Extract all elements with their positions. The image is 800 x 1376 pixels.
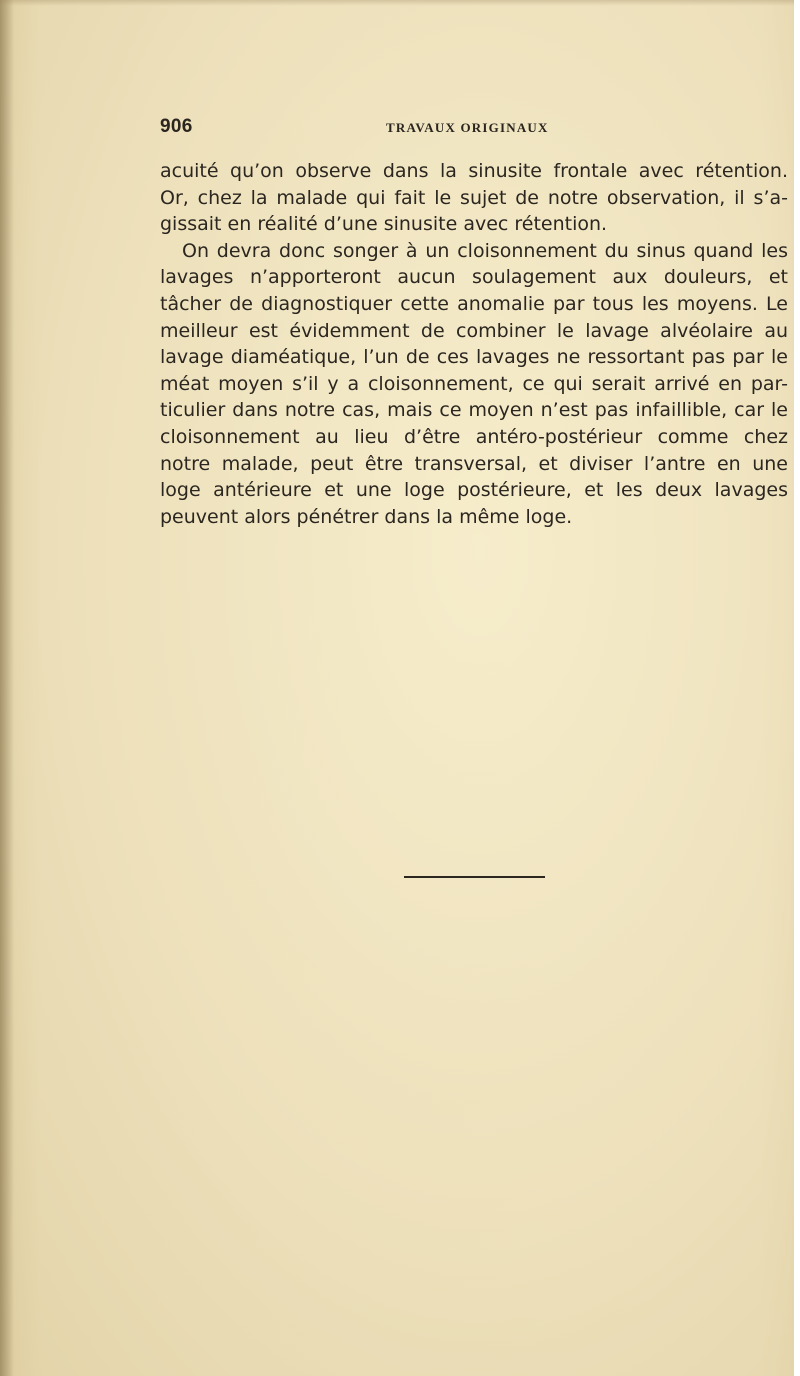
binding-shadow [0,0,14,1376]
text-line: notre malade, peut être transversal, et diviser l’antre en une [160,452,788,475]
page-right-margin [794,0,800,1376]
text-line: tâcher de diagnostiquer cette anomalie par tous les moyens. Le [160,292,788,315]
text-line: loge antérieure et une loge postérieure, et les deux lavages [160,479,788,502]
text-line: méat moyen s’il y a cloisonnement, ce qui serait arrivé en par- [160,372,788,395]
section-separator-rule [404,876,545,878]
page-number: 906 [160,116,193,137]
page-header [160,116,788,146]
text-line: ticulier dans notre cas, mais ce moyen n’est pas infaillible, car le [160,399,788,422]
text-line: Or, chez la malade qui fait le sujet de notre observation, il s’a- [160,186,788,209]
text-line: gissait en réalité d’une sinusite avec rétention. [160,213,608,236]
body-text [160,158,788,530]
page-top-edge [0,0,800,6]
text-line: meilleur est évidemment de combiner le lavage alvéolaire au [160,319,788,342]
text-line: cloisonnement au lieu d’être antéro-postérieur comme chez [160,425,788,448]
running-head: TRAVAUX ORIGINAUX [386,120,549,135]
text-line: peuvent alors pénétrer dans la même loge. [160,505,573,528]
paragraph-first-line: On devra donc songer à un cloisonnement du sinus quand les [182,239,788,262]
text-line: lavages n’apporteront aucun soulagement aux douleurs, et [160,266,788,289]
text-line: acuité qu’on observe dans la sinusite frontale avec rétention. [160,160,788,182]
text-line: lavage diaméatique, l’un de ces lavages ne ressortant pas par le [160,346,788,369]
